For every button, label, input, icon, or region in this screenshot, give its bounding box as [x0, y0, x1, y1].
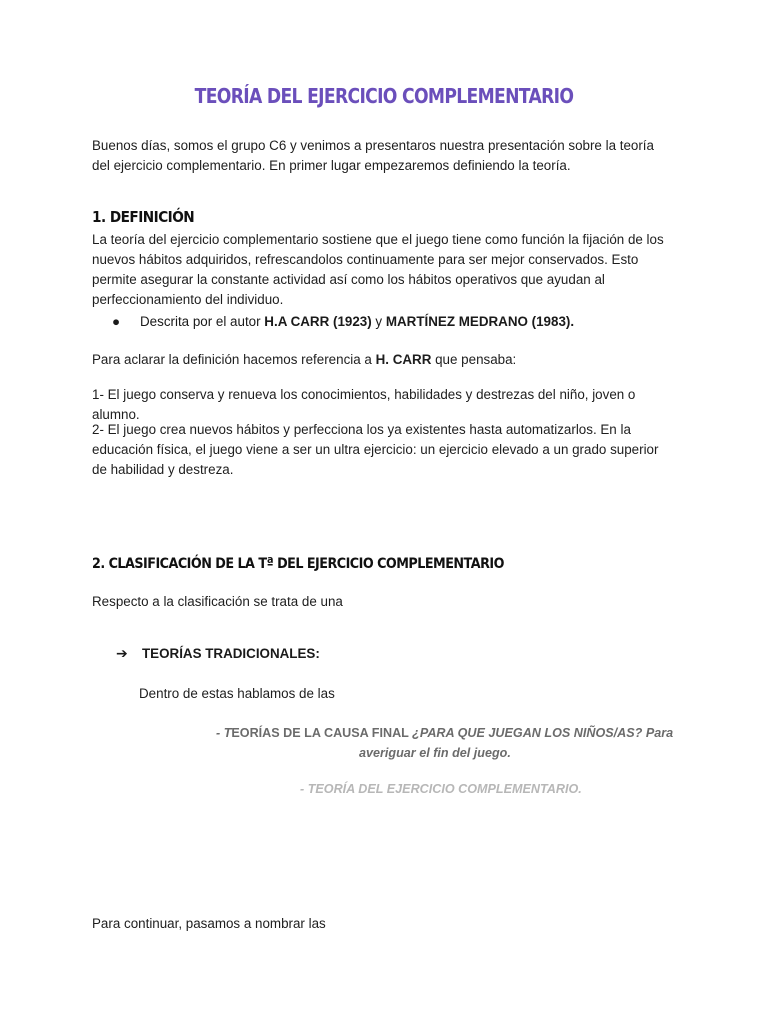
arrow-right-icon: ➔: [116, 646, 128, 662]
section-heading-definicion: 1. DEFINICIÓN: [92, 208, 195, 226]
reference-name: H. CARR: [375, 352, 432, 367]
author-carr: H.A CARR (1923): [264, 314, 372, 329]
author-martinez: MARTÍNEZ MEDRANO (1983).: [385, 314, 575, 329]
sub-intro: Dentro de estas hablamos de las: [139, 686, 335, 701]
bullet-prefix: Descrita por el autor: [140, 314, 265, 329]
classification-intro: Respecto a la clasificación se trata de una: [92, 594, 343, 609]
author-bullet: [112, 312, 574, 332]
definition-paragraph: La teoría del ejercicio complementario sostiene que el juego tiene como función la fijación de los nuevos hábitos adquiridos, refrescandolos continuamente para ser mejor conservados. Esto permite asegurar la constante actividad así como los hábitos operativos que ayudan al perfeccionamiento del individuo.: [92, 232, 664, 307]
document-title: TEORÍA DEL EJERCICIO COMPLEMENTARIO: [194, 84, 574, 108]
section-heading-clasificacion: 2. CLASIFICACIÓN DE LA Tª DEL EJERCICIO COMPLEMENTARIO: [92, 556, 504, 572]
bullet-marker: ●: [112, 314, 121, 329]
complementary-exercise-theory-item: - TEORÍA DEL EJERCICIO COMPLEMENTARIO.: [300, 782, 582, 796]
traditional-theories-label: TEORÍAS TRADICIONALES:: [142, 646, 320, 661]
point-one: 1- El juego conserva y renueva los conocimientos, habilidades y destrezas del niño, joven o alumno.: [92, 387, 636, 422]
bullet-connector: y: [371, 314, 386, 329]
intro-paragraph: Buenos días, somos el grupo C6 y venimos a presentaros nuestra presentación sobre la teoría del ejercicio complementario. En primer lugar empezaremos definiendo la teoría.: [92, 138, 654, 173]
reference-paragraph: [92, 350, 672, 370]
final-cause-theory-line1: - TEORÍAS DE LA CAUSA FINAL ¿PARA QUE JUEGAN LOS NIÑOS/AS? Para: [216, 726, 674, 740]
point-two: 2- El juego crea nuevos hábitos y perfecciona los ya existentes hasta automatizarlos. En la educación física, el juego viene a ser un ultra ejercicio: un ejercicio elevado a un grado superior de habilidad y destreza.: [92, 422, 659, 477]
reference-prefix: Para aclarar la definición hacemos referencia a: [92, 352, 376, 367]
final-cause-theory-line2: averiguar el fin del juego.: [359, 746, 511, 760]
traditional-theories-item: [116, 644, 320, 664]
reference-suffix: que pensaba:: [431, 352, 517, 367]
closing-line: Para continuar, pasamos a nombrar las: [92, 916, 326, 931]
